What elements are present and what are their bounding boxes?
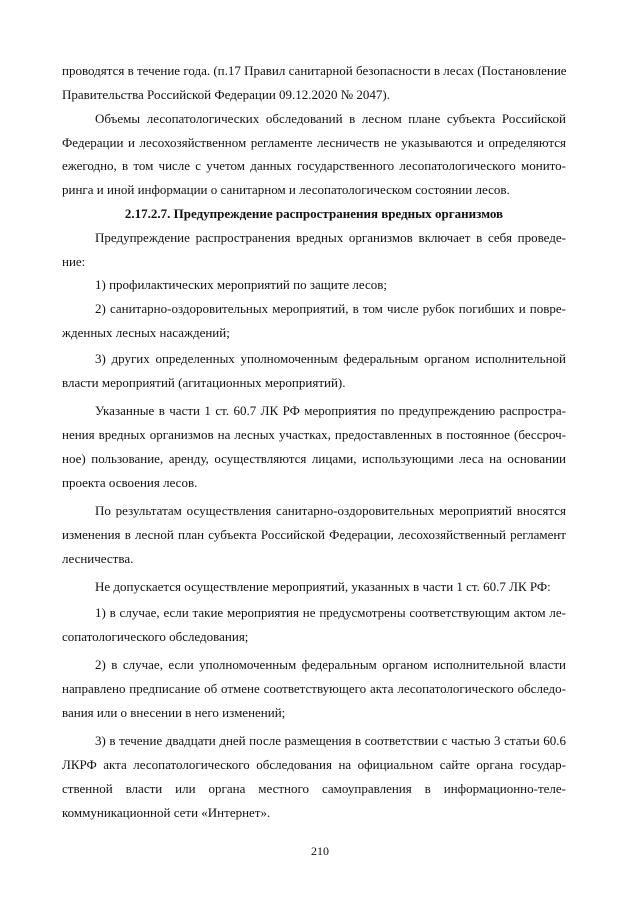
text-line: власти мероприятий (агитационных мероприятий). bbox=[62, 375, 346, 390]
text-line: вания или о внесении в него изменений; bbox=[62, 705, 286, 720]
text-line: ние: bbox=[62, 254, 86, 269]
text-line: По результатам осуществления санитарно-оздоровительных мероприятий вносятся bbox=[95, 503, 566, 518]
text-line: жденных лесных насаждений; bbox=[62, 325, 230, 340]
text-line: Объемы лесопатологических обследований в лесном плане субъекта Российской bbox=[95, 111, 566, 126]
text-line: направлено предписание об отмене соответствующего акта лесопатологического обследо- bbox=[62, 681, 566, 696]
text-line: Предупреждение распространения вредных организмов включает в себя проведе- bbox=[95, 230, 566, 245]
text-line: ное) пользование, аренду, осуществляются лицами, использующими леса на основании bbox=[62, 451, 566, 466]
text-line: нения вредных организмов на лесных участках, предоставленных в постоянное (бессроч- bbox=[62, 427, 566, 442]
text-line: ежегодно, в том числе с учетом данных государственного лесопатологического монито- bbox=[62, 158, 566, 173]
list-item: 2) санитарно-оздоровительных мероприятий, в том числе рубок погибших и повре- bbox=[95, 301, 566, 316]
text-line: Правительства Российской Федерации 09.12.2020 № 2047). bbox=[62, 87, 391, 102]
text-line: изменения в лесной план субъекта Российской Федерации, лесохозяйственный регламент bbox=[62, 527, 566, 542]
page-number: 210 bbox=[311, 844, 329, 858]
text-line: Указанные в части 1 ст. 60.7 ЛК РФ мероприятия по предупреждению распростра- bbox=[95, 403, 566, 418]
text-line: проводятся в течение года. (п.17 Правил санитарной безопасности в лесах (Постановление bbox=[62, 63, 567, 78]
text-line: ЛКРФ акта лесопатологического обследования на официальном сайте органа государ- bbox=[62, 757, 566, 772]
list-item: 1) профилактических мероприятий по защите лесов; bbox=[95, 277, 387, 292]
text-line: лесничества. bbox=[62, 551, 134, 566]
list-item: 3) в течение двадцати дней после размещения в соответствии с частью 3 статьи 60.6 bbox=[95, 733, 566, 748]
list-item: 1) в случае, если такие мероприятия не предусмотрены соответствующим актом ле- bbox=[95, 605, 566, 620]
text-line: Федерации и лесохозяйственном регламенте лесничеств не указываются и определяются bbox=[62, 135, 566, 150]
text-line: ственной власти или органа местного самоуправления в информационно-теле- bbox=[62, 781, 566, 796]
text-line: ринга и иной информации о санитарном и лесопатологическом состоянии лесов. bbox=[62, 182, 510, 197]
text-line: проекта освоения лесов. bbox=[62, 475, 198, 490]
text-line: коммуникационной сети «Интернет». bbox=[62, 805, 271, 820]
text-line: Не допускается осуществление мероприятий, указанных в части 1 ст. 60.7 ЛК РФ: bbox=[95, 579, 551, 594]
section-heading: 2.17.2.7. Предупреждение распространения вредных организмов bbox=[124, 206, 504, 221]
list-item: 2) в случае, если уполномоченным федеральным органом исполнительной власти bbox=[95, 657, 566, 672]
text-line: сопатологического обследования; bbox=[62, 629, 249, 644]
list-item: 3) других определенных уполномоченным федеральным органом исполнительной bbox=[95, 351, 566, 366]
